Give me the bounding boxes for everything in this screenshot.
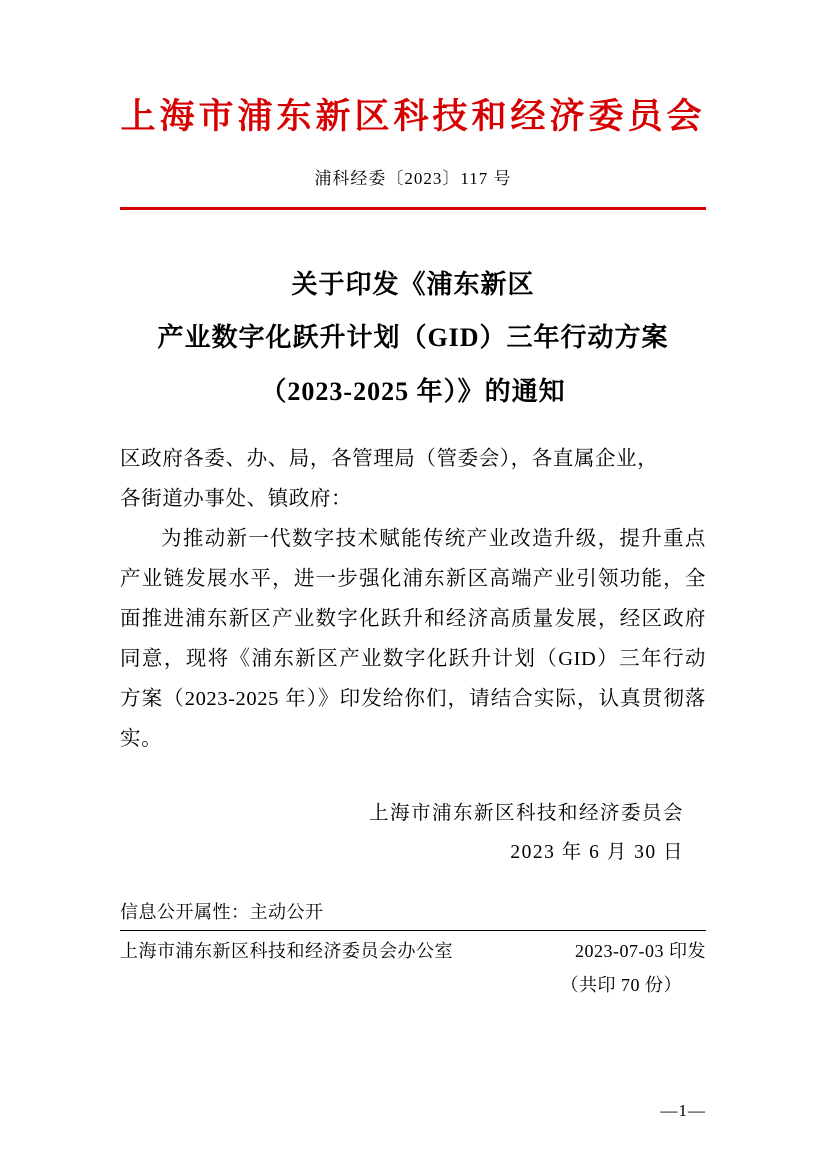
- signature-block: [120, 794, 706, 872]
- page-title-line-2: 产业数字化跃升计划（GID）三年行动方案: [157, 323, 669, 353]
- addressee-line-1: 区政府各委、办、局，各管理局（管委会），各直属企业，: [120, 447, 659, 470]
- print-date: 2023-07-03 印发: [575, 940, 706, 961]
- footer-block: [120, 898, 706, 997]
- addressee-line-2: 各街道办事处、镇政府：: [120, 487, 353, 510]
- page-title-line-3: （2023-2025 年）》的通知: [260, 376, 566, 406]
- page-title: [120, 258, 706, 418]
- signature-date: 2023 年 6 月 30 日: [510, 841, 684, 863]
- issuing-office: 上海市浦东新区科技和经济委员会办公室: [120, 940, 453, 961]
- document-number: 浦科经委〔2023〕117 号: [314, 169, 512, 188]
- page-number: —1—: [660, 1101, 706, 1120]
- disclosure-attribute: 信息公开属性：主动公开: [120, 901, 324, 922]
- issuer-title: 上海市浦东新区科技和经济委员会: [120, 97, 706, 136]
- page-title-line-1: 关于印发《浦东新区: [291, 270, 535, 299]
- document-body: [120, 440, 706, 760]
- red-divider-rule: [120, 207, 706, 210]
- signature-organization: 上海市浦东新区科技和经济委员会: [368, 802, 684, 824]
- footer-row: [120, 931, 706, 963]
- print-copies: （共印 70 份）: [560, 974, 682, 995]
- body-paragraph-1: 为推动新一代数字技术赋能传统产业改造升级，提升重点产业链发展水平，进一步强化浦东新区高端产业引领功能，全面推进浦东新区产业数字化跃升和经济高质量发展，经区政府同意，现将《浦东新区产业数字化跃升计划（GID）三年行动方案（2023-2025 年）》印发给你们，请结合实际，认真贯彻落实。: [120, 527, 706, 750]
- letterhead: [120, 0, 706, 210]
